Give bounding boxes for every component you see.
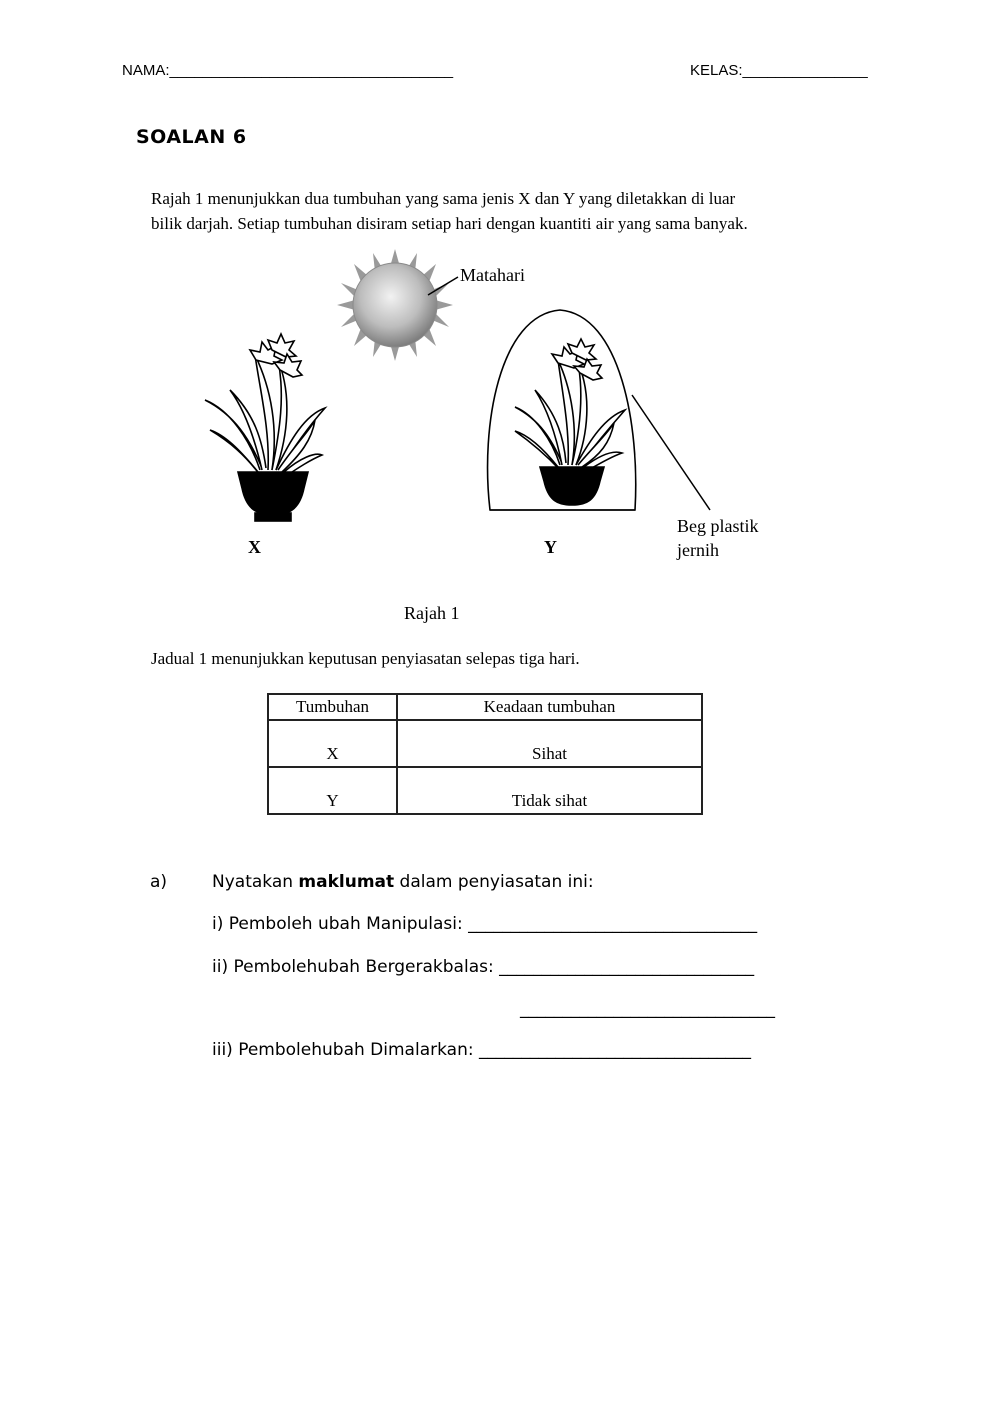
table-row — [268, 720, 702, 767]
question-i — [212, 914, 757, 934]
question-a-label: a) — [150, 872, 168, 892]
plant-x-label: X — [248, 537, 261, 557]
question-ii-label: ii) Pembolehubah Bergerakbalas: — [212, 957, 494, 977]
question-iii-label: iii) Pembolehubah Dimalarkan: — [212, 1040, 474, 1060]
table-cell: Y — [268, 767, 397, 814]
sun-label: Matahari — [460, 265, 525, 285]
class-label: KELAS: — [690, 62, 743, 79]
question-i-label: i) Pemboleh ubah Manipulasi: — [212, 914, 463, 934]
table-header-cell: Keadaan tumbuhan — [397, 694, 702, 720]
table-cell: X — [268, 720, 397, 767]
results-table — [267, 693, 703, 815]
question-iii — [212, 1040, 751, 1060]
question-a-keyword: maklumat — [298, 872, 395, 892]
intro-line-2: bilik darjah. Setiap tumbuhan disiram setiap hari dengan kuantiti air yang sama banyak. — [151, 214, 748, 233]
figure-caption: Rajah 1 — [404, 603, 460, 623]
name-label: NAMA: — [122, 62, 170, 79]
question-a-text — [212, 872, 594, 892]
bag-pointer-line — [632, 395, 710, 510]
question-iii-answer-blank[interactable]: ________________________________ — [478, 1040, 751, 1060]
question-a-suffix: dalam penyiasatan ini: — [394, 872, 594, 892]
name-blank[interactable]: __________________________________ — [169, 62, 454, 79]
intro-line-1: Rajah 1 menunjukkan dua tumbuhan yang sama jenis X dan Y yang diletakkan di luar — [151, 189, 736, 208]
table-header-row — [268, 694, 702, 720]
question-title: SOALAN 6 — [136, 126, 247, 148]
class-blank[interactable]: _______________ — [742, 62, 868, 79]
question-ii — [212, 957, 754, 977]
question-a-prefix: Nyatakan — [212, 872, 299, 892]
plant-y-icon — [515, 339, 625, 505]
plant-x-icon — [205, 334, 325, 521]
table-cell: Tidak sihat — [397, 767, 702, 814]
sun-icon — [337, 249, 453, 361]
table-intro: Jadual 1 menunjukkan keputusan penyiasatan selepas tiga hari. — [151, 649, 580, 668]
question-ii-answer-blank[interactable]: ______________________________ — [499, 957, 755, 977]
figure-rajah-1 — [180, 245, 800, 575]
plant-y-label: Y — [544, 537, 557, 557]
name-field[interactable] — [122, 62, 453, 79]
table-header-cell: Tumbuhan — [268, 694, 397, 720]
class-field[interactable] — [690, 62, 868, 79]
bag-label-line-2: jernih — [677, 540, 719, 560]
question-i-answer-blank[interactable]: __________________________________ — [468, 914, 758, 934]
intro-paragraph — [151, 186, 891, 236]
table-row — [268, 767, 702, 814]
bag-label-line-1: Beg plastik — [677, 516, 759, 536]
table-cell: Sihat — [397, 720, 702, 767]
question-ii-answer-blank-2[interactable]: ______________________________ — [520, 999, 775, 1019]
